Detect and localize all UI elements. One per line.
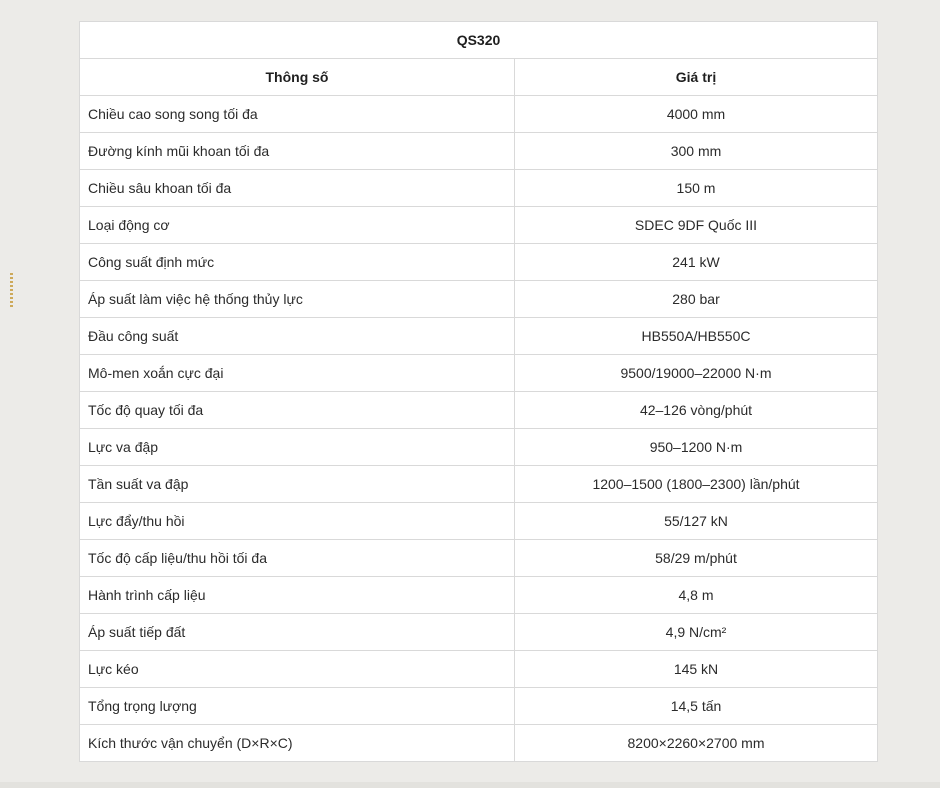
spec-value-cell: 150 m (515, 170, 878, 207)
spec-parameter-cell: Mô-men xoắn cực đại (80, 355, 515, 392)
spec-parameter-cell: Kích thước vận chuyển (D×R×C) (80, 725, 515, 762)
side-decoration-mark (10, 273, 13, 307)
table-row (80, 503, 878, 540)
spec-value-cell: 280 bar (515, 281, 878, 318)
spec-value-cell: 42–126 vòng/phút (515, 392, 878, 429)
spec-value-cell: 8200×2260×2700 mm (515, 725, 878, 762)
table-row (80, 651, 878, 688)
spec-parameter-cell: Lực va đập (80, 429, 515, 466)
spec-parameter-cell: Chiều cao song song tối đa (80, 96, 515, 133)
column-header-parameter: Thông số (80, 59, 515, 96)
spec-value-cell: SDEC 9DF Quốc III (515, 207, 878, 244)
spec-value-cell: 9500/19000–22000 N·m (515, 355, 878, 392)
table-row (80, 540, 878, 577)
spec-parameter-cell: Tốc độ cấp liệu/thu hồi tối đa (80, 540, 515, 577)
spec-value-cell: 58/29 m/phút (515, 540, 878, 577)
table-row (80, 133, 878, 170)
table-row (80, 96, 878, 133)
spec-value-cell: 300 mm (515, 133, 878, 170)
spec-parameter-cell: Hành trình cấp liệu (80, 577, 515, 614)
spec-value-cell: 4000 mm (515, 96, 878, 133)
spec-parameter-cell: Lực đẩy/thu hồi (80, 503, 515, 540)
table-row (80, 281, 878, 318)
spec-value-cell: 4,9 N/cm² (515, 614, 878, 651)
spec-value-cell: 14,5 tấn (515, 688, 878, 725)
table-row (80, 207, 878, 244)
spec-value-cell: 241 kW (515, 244, 878, 281)
table-row (80, 170, 878, 207)
spec-parameter-cell: Đường kính mũi khoan tối đa (80, 133, 515, 170)
table-row (80, 318, 878, 355)
column-header-value: Giá trị (515, 59, 878, 96)
table-row (80, 577, 878, 614)
spec-parameter-cell: Tốc độ quay tối đa (80, 392, 515, 429)
spec-parameter-cell: Áp suất tiếp đất (80, 614, 515, 651)
table-title: QS320 (80, 22, 878, 59)
spec-value-cell: 55/127 kN (515, 503, 878, 540)
spec-parameter-cell: Tổng trọng lượng (80, 688, 515, 725)
table-row (80, 725, 878, 762)
spec-parameter-cell: Lực kéo (80, 651, 515, 688)
table-header-row (80, 59, 878, 96)
spec-value-cell: 950–1200 N·m (515, 429, 878, 466)
table-row (80, 466, 878, 503)
table-row (80, 392, 878, 429)
spec-parameter-cell: Chiều sâu khoan tối đa (80, 170, 515, 207)
table-body (80, 96, 878, 762)
table-row (80, 244, 878, 281)
spec-parameter-cell: Loại động cơ (80, 207, 515, 244)
spec-value-cell: HB550A/HB550C (515, 318, 878, 355)
spec-parameter-cell: Công suất định mức (80, 244, 515, 281)
spec-value-cell: 1200–1500 (1800–2300) lần/phút (515, 466, 878, 503)
table-row (80, 355, 878, 392)
spec-parameter-cell: Đầu công suất (80, 318, 515, 355)
spec-value-cell: 4,8 m (515, 577, 878, 614)
spec-parameter-cell: Tần suất va đập (80, 466, 515, 503)
spec-table (79, 21, 878, 762)
table-row (80, 429, 878, 466)
spec-parameter-cell: Áp suất làm việc hệ thống thủy lực (80, 281, 515, 318)
table-title-row (80, 22, 878, 59)
table-row (80, 614, 878, 651)
bottom-strip (0, 782, 940, 788)
table-row (80, 688, 878, 725)
spec-value-cell: 145 kN (515, 651, 878, 688)
